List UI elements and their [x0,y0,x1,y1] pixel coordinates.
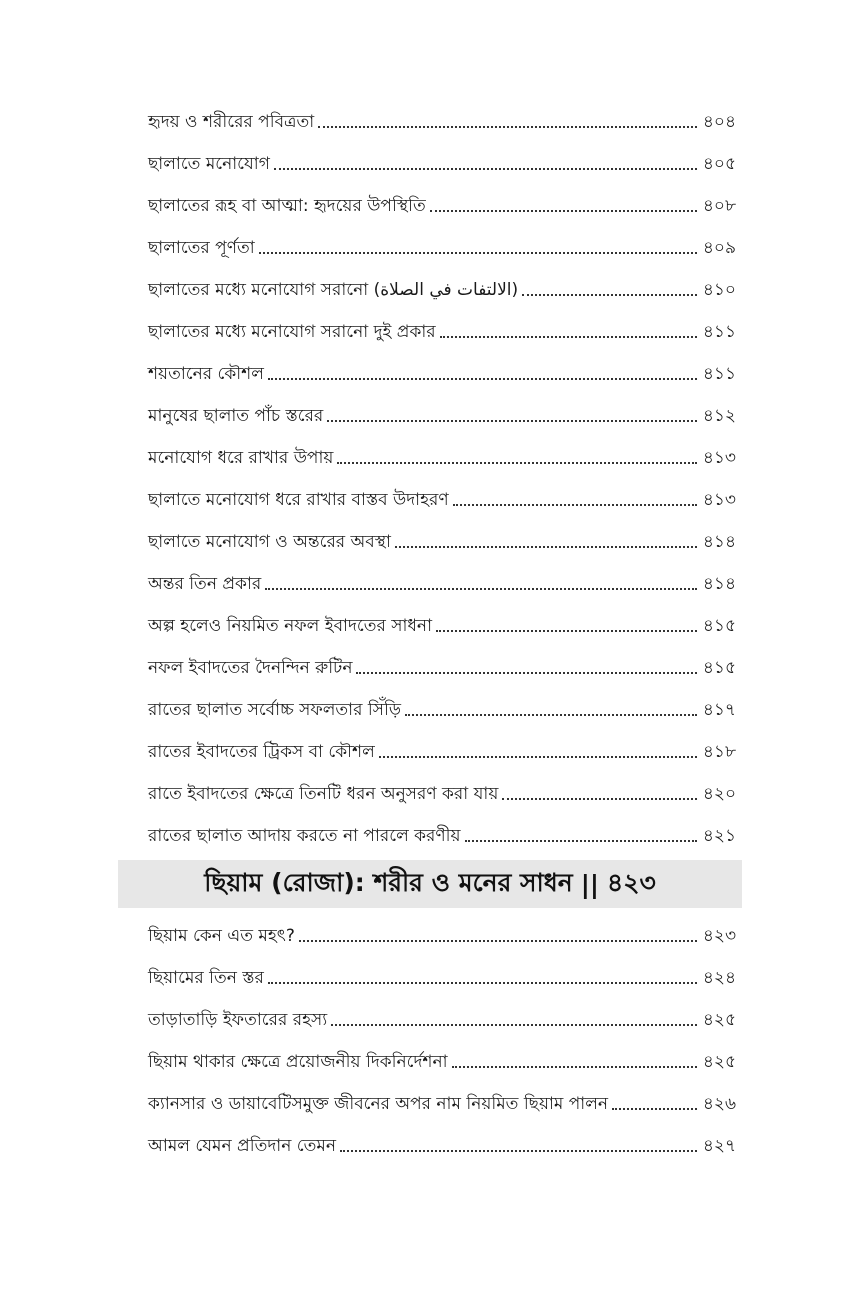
toc-entry[interactable] [148,733,736,763]
toc-entry-page: ৪২৩ [702,926,736,946]
toc-entry[interactable] [148,1001,736,1031]
toc-entry-page: ৪০৪ [702,112,736,132]
toc-entry-page: ৪১৭ [702,700,736,720]
toc-entry-title: রাতে ইবাদতের ক্ষেত্রে তিনটি ধরন অনুসরণ করা যায় [148,784,499,804]
toc-entry-title: অন্তর তিন প্রকার [148,574,262,594]
dot-leader [356,672,696,674]
toc-entry[interactable] [148,523,736,553]
dot-leader [274,168,697,170]
toc-entry-title: ছিয়াম থাকার ক্ষেত্রে প্রয়োজনীয় দিকনির্দেশনা [148,1052,448,1072]
toc-entry-title: রাতের ছালাত সর্বোচ্চ সফলতার সিঁড়ি [148,700,401,720]
dot-leader [453,504,697,506]
toc-entry-page: ৪২১ [702,826,736,846]
toc-entry-title: ছালাতের মধ্যে মনোযোগ সরানো দুই প্রকার [148,322,436,342]
dot-leader [440,336,697,338]
dot-leader [265,588,697,590]
toc-entry-title: মানুষের ছালাত পাঁচ স্তরের [148,406,324,426]
toc-entry-title: ছালাতে মনোযোগ [148,154,270,174]
toc-entry-title: রাতের ইবাদতের ট্রিকস বা কৌশল [148,742,375,762]
toc-entry[interactable] [148,959,736,989]
toc-entry[interactable] [148,481,736,511]
toc-entry-page: ৪০৫ [702,154,736,174]
toc-entry-title: ছালাতে মনোযোগ ও অন্তরের অবস্থা [148,532,391,552]
dot-leader [430,210,697,212]
toc-entry-page: ৪০৯ [702,238,736,258]
dot-leader [452,1066,697,1068]
toc-entry-title: নফল ইবাদতের দৈনন্দিন রুটিন [148,658,353,678]
toc-entry[interactable] [148,229,736,259]
toc-entry-page: ৪১৪ [702,574,736,594]
toc-entry-title: ছালাতের মধ্যে মনোযোগ সরানো (الالتفات في الصلاة) [148,280,519,300]
section-heading-separator: || [580,869,599,899]
toc-entry-page: ৪১৩ [702,490,736,510]
toc-entry[interactable] [148,313,736,343]
section-heading-page: ৪২৩ [606,867,656,897]
dot-leader [327,420,697,422]
toc-entry[interactable] [148,397,736,427]
toc-entry[interactable] [148,649,736,679]
toc-entry-title: অল্প হলেও নিয়মিত নফল ইবাদতের সাধনা [148,616,433,636]
toc-entry-title: শয়তানের কৌশল [148,364,264,384]
toc-entry[interactable] [148,271,736,301]
toc-entry-title: হৃদয় ও শরীরের পবিত্রতা [148,112,315,132]
toc-entry-page: ৪২৬ [702,1094,736,1114]
toc-entry-page: ৪২৭ [702,1136,736,1156]
toc-entry-page: ৪২৪ [702,968,736,988]
toc-entry-page: ৪১১ [702,322,736,342]
toc-entry-page: ৪২০ [702,784,736,804]
dot-leader [502,798,697,800]
dot-leader [395,546,697,548]
toc-entry-page: ৪১২ [702,406,736,426]
toc-entry[interactable] [148,145,736,175]
toc-entry-title: আমল যেমন প্রতিদান তেমন [148,1136,336,1156]
toc-entry-title: তাড়াতাড়ি ইফতারের রহস্য [148,1010,328,1030]
toc-entry[interactable] [148,917,736,947]
toc-entry[interactable] [148,1127,736,1157]
toc-entry-title: ছিয়াম কেন এত মহৎ? [148,926,295,946]
toc-entry[interactable] [148,691,736,721]
toc-entry-page: ৪১১ [702,364,736,384]
toc-entry[interactable] [148,565,736,595]
dot-leader [340,1150,697,1152]
toc-entry-title: ছিয়ামের তিন স্তর [148,968,264,988]
section-heading-title: ছিয়াম (রোজা): শরীর ও মনের সাধন [204,867,573,897]
dot-leader [337,462,696,464]
dot-leader [612,1108,697,1110]
toc-entry-title: ক্যানসার ও ডায়াবেটিসমুক্ত জীবনের অপর নাম নিয়মিত ছিয়াম পালন [148,1094,609,1114]
toc-entry[interactable] [148,607,736,637]
toc-entry[interactable] [148,355,736,385]
toc-entry-page: ৪২৫ [702,1052,736,1072]
toc-entry[interactable] [148,103,736,133]
toc-entry-title: ছালাতে মনোযোগ ধরে রাখার বাস্তব উদাহরণ [148,490,449,510]
toc-entry-title: ছালাতের রূহ বা আত্মা: হৃদয়ের উপস্থিতি [148,196,426,216]
toc-entry[interactable] [148,775,736,805]
dot-leader [299,940,697,942]
dot-leader [318,126,697,128]
toc-entry-page: ৪১৫ [702,658,736,678]
dot-leader [379,756,697,758]
toc-entry-page: ৪১৫ [702,616,736,636]
toc-entry[interactable] [148,1043,736,1073]
dot-leader [522,294,697,296]
toc-entry[interactable] [148,187,736,217]
toc-entry-page: ৪১০ [702,280,736,300]
dot-leader [268,378,697,380]
toc-entry[interactable] [148,1085,736,1115]
toc-entry-page: ৪১৪ [702,532,736,552]
toc-entry-page: ৪০৮ [702,196,736,216]
dot-leader [465,840,697,842]
toc-entry[interactable] [148,439,736,469]
dot-leader [268,982,697,984]
dot-leader [259,252,697,254]
dot-leader [405,714,697,716]
toc-entry[interactable] [148,817,736,847]
section-heading[interactable] [118,860,742,908]
toc-entry-title: ছালাতের পূর্ণতা [148,238,255,258]
dot-leader [331,1024,697,1026]
toc-entry-title: রাতের ছালাত আদায় করতে না পারলে করণীয় [148,826,461,846]
toc-entry-page: ৪১৮ [702,742,736,762]
dot-leader [436,630,697,632]
toc-entry-page: ৪১৩ [702,448,736,468]
toc-entry-title: মনোযোগ ধরে রাখার উপায় [148,448,334,468]
toc-entry-page: ৪২৫ [702,1010,736,1030]
